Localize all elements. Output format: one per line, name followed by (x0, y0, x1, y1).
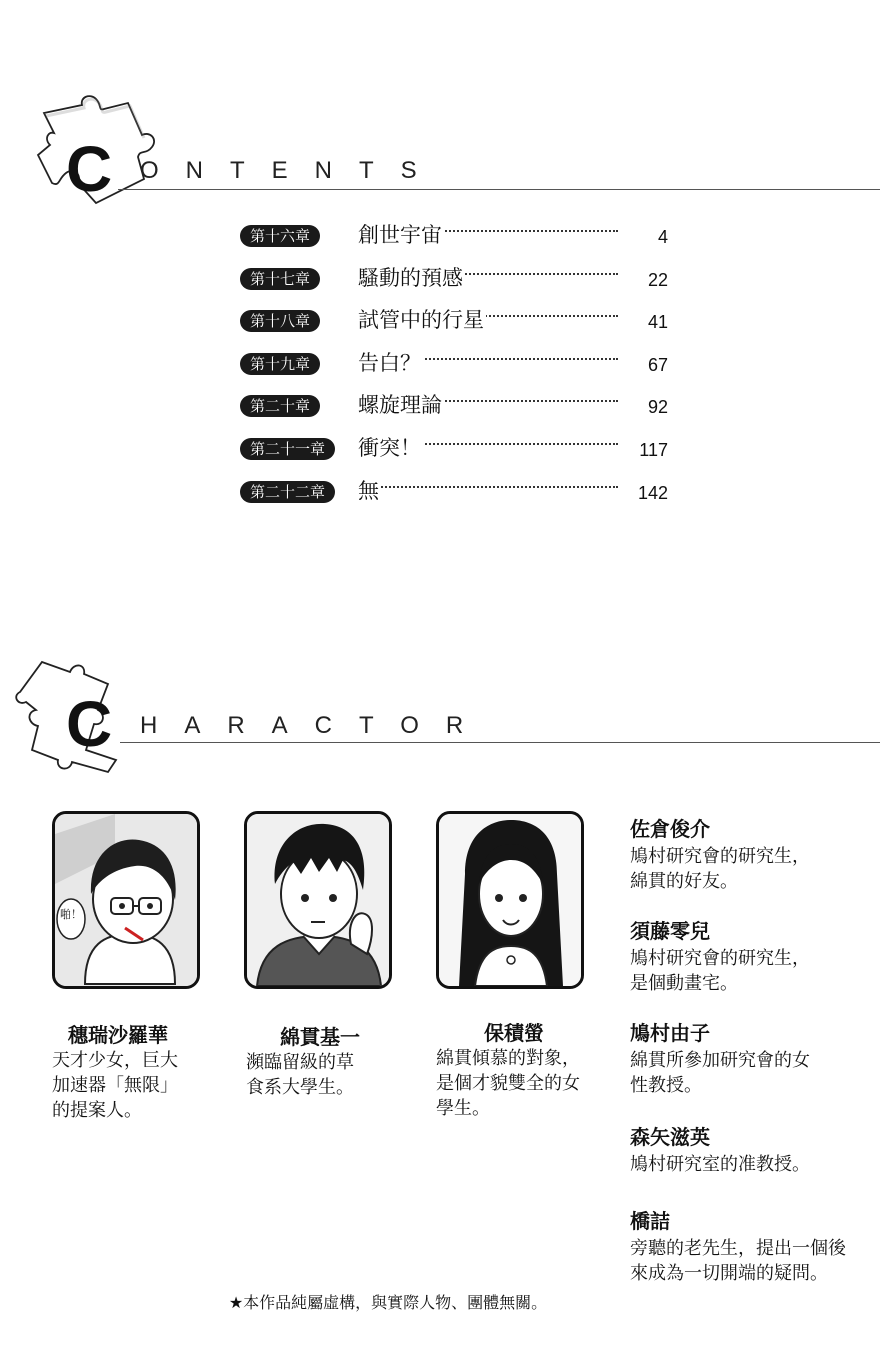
chapter-page: 142 (637, 482, 668, 503)
character-name: 保積螢 (484, 1021, 544, 1045)
chapter-badge: 第十七章 (240, 268, 320, 290)
character-description: 綿貫傾慕的對象， 是個才貌雙全的女 學生。 (436, 1048, 580, 1119)
chapter-badge: 第十九章 (240, 353, 320, 375)
contents-initial: C (66, 133, 113, 205)
toc-row[interactable] (240, 390, 680, 433)
character-initial: C (66, 688, 113, 760)
table-of-contents (240, 220, 680, 518)
leader-dots (358, 486, 618, 488)
character-name: 橋詰 (630, 1209, 670, 1233)
chapter-title: 試管中的行星 (358, 305, 486, 335)
portrait-saraka (52, 811, 200, 989)
chapter-badge: 第二十章 (240, 395, 320, 417)
chapter-title: 創世宇宙 (358, 220, 444, 250)
portrait-watanuki (244, 811, 392, 989)
toc-row[interactable] (240, 220, 680, 263)
chapter-title: 告白？ (358, 348, 423, 378)
disclaimer: ★本作品純屬虛構，與實際人物、團體無關。 (228, 1293, 548, 1312)
toc-row[interactable] (240, 263, 680, 306)
chapter-page: 117 (639, 439, 668, 460)
speech-bubble-text: 啪！ (60, 908, 82, 921)
chapter-badge: 第十八章 (240, 310, 320, 332)
chapter-page: 41 (647, 312, 668, 333)
character-description: 天才少女，巨大 加速器「無限」 的提案人。 (52, 1050, 178, 1121)
character-name: 森矢滋英 (630, 1125, 710, 1149)
chapter-page: 4 (657, 227, 668, 247)
chapter-badge: 第二十一章 (240, 438, 335, 460)
chapter-title: 無 (358, 476, 381, 506)
chapter-badge: 第十六章 (240, 225, 320, 247)
chapter-badge: 第二十二章 (240, 481, 335, 503)
character-description: 鳩村研究會的研究生， 綿貫的好友。 (630, 846, 810, 892)
character-name: 佐倉俊介 (630, 817, 710, 841)
contents-rule (118, 189, 880, 190)
character-name: 鳩村由子 (630, 1021, 710, 1045)
chapter-page: 22 (647, 269, 668, 290)
character-rule (120, 742, 880, 743)
toc-row[interactable] (240, 476, 680, 519)
chapter-title: 衝突！ (358, 433, 423, 463)
character-description: 瀕臨留級的草 食系大學生。 (246, 1052, 354, 1098)
character-name: 綿貫基一 (280, 1025, 360, 1049)
chapter-title: 騷動的預感 (358, 263, 465, 293)
character-title: HARACTOR (140, 712, 491, 739)
long-haired-girl-illustration (439, 814, 581, 986)
character-description: 旁聽的老先生，提出一個後 來成為一切開端的疑問。 (630, 1238, 846, 1284)
boy-illustration (247, 814, 389, 986)
toc-row[interactable] (240, 305, 680, 348)
girl-with-glasses-illustration (55, 814, 197, 986)
character-name: 須藤零兒 (630, 919, 710, 943)
chapter-page: 92 (647, 397, 668, 418)
character-name: 穗瑞沙羅華 (68, 1023, 168, 1047)
chapter-page: 67 (647, 354, 668, 375)
character-description: 鳩村研究室的准教授。 (630, 1154, 810, 1175)
toc-row[interactable] (240, 433, 680, 476)
character-header (0, 650, 880, 770)
character-description: 綿貫所參加研究會的女 性教授。 (630, 1050, 810, 1096)
contents-title: ONTENTS (140, 157, 444, 184)
chapter-title: 螺旋理論 (358, 390, 444, 420)
character-description: 鳩村研究會的研究生， 是個動畫宅。 (630, 948, 810, 994)
contents-header (0, 95, 880, 215)
toc-row[interactable] (240, 348, 680, 391)
portrait-hotaru (436, 811, 584, 989)
